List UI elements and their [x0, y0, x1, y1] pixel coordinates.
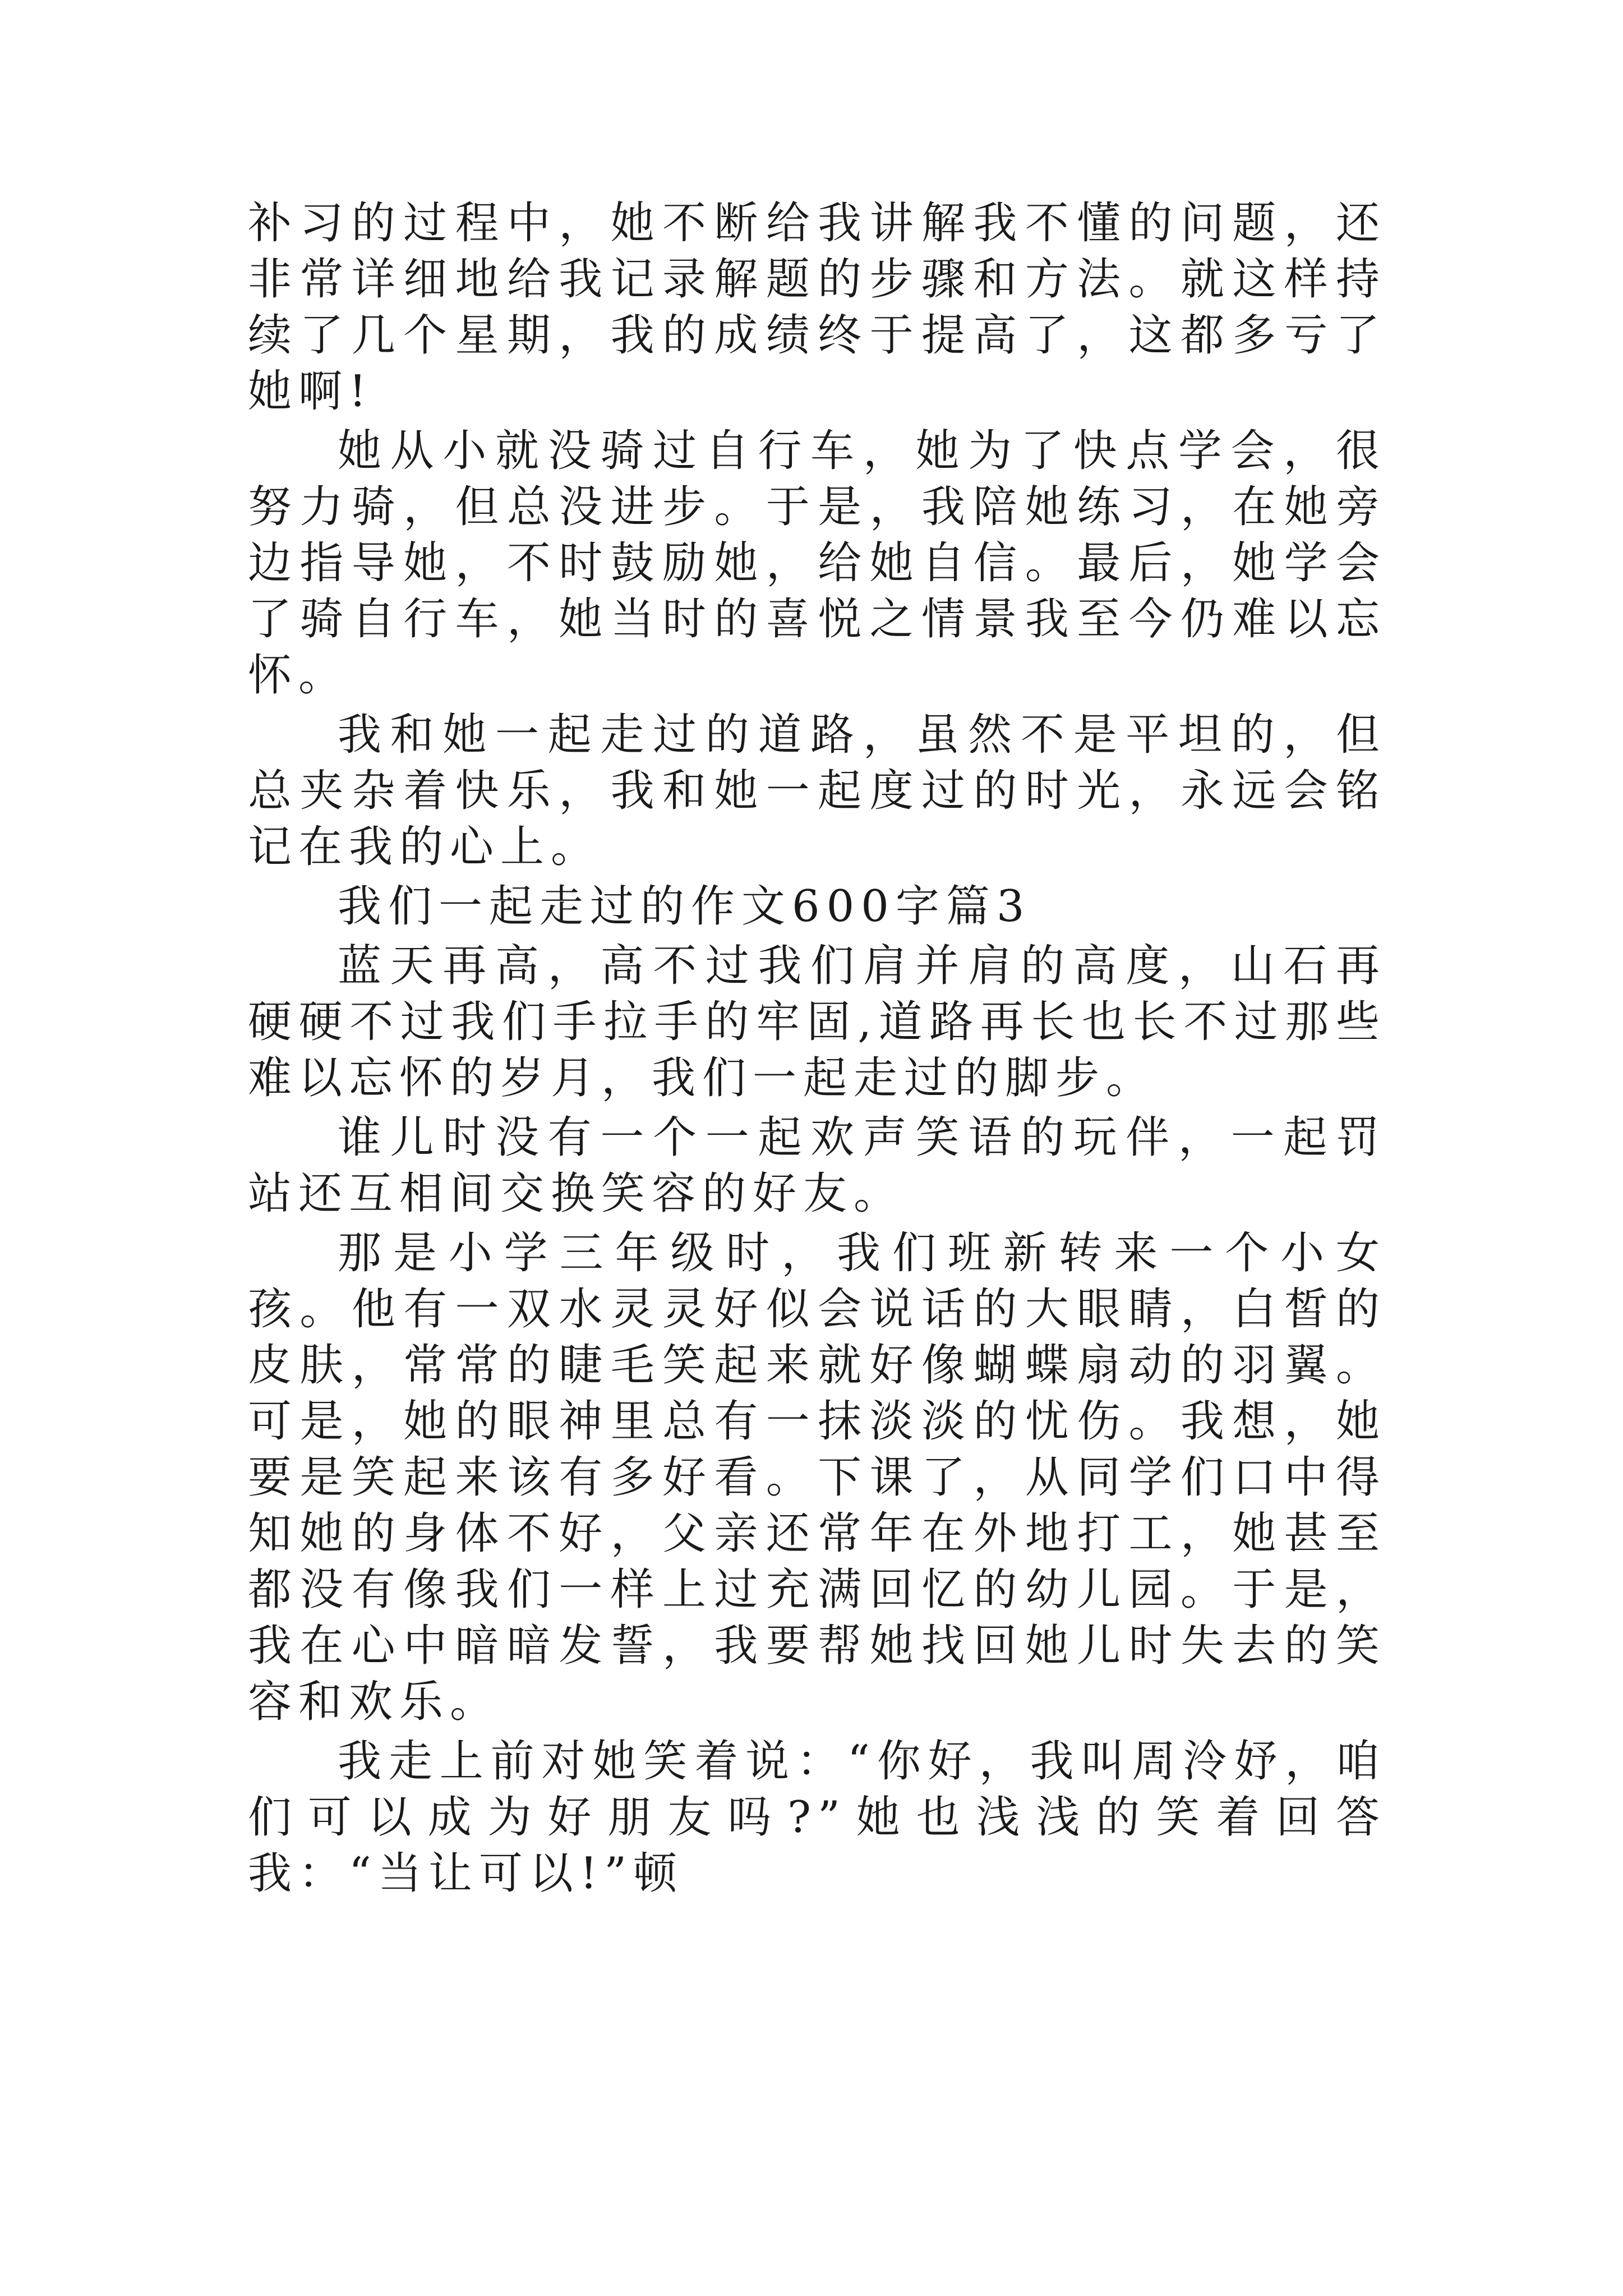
- paragraph-4: 蓝天再高，高不过我们肩并肩的高度，山石再硬硬不过我们手拉手的牢固,道路再长也长不过那些难以忘怀的岁月，我们一起走过的脚步。: [248, 941, 1386, 1103]
- paragraph-5: 谁儿时没有一个一起欢声笑语的玩伴，一起罚站还互相间交换笑容的好友。: [248, 1112, 1386, 1219]
- paragraph-6: 那是小学三年级时，我们班新转来一个小女孩。他有一双水灵灵好似会说话的大眼睛，白皙的皮肤，常常的睫毛笑起来就好像蝴蝶扇动的羽翼。可是，她的眼神里总有一抹淡淡的忧伤。我想，她要是笑起来该有多好看。下课了，从同学们口中得知她的身体不好，父亲还常年在外地打工，她甚至都没有像我们一样上过充满回忆的幼儿园。于是，我在心中暗暗发誓，我要帮她找回她儿时失去的笑容和欢乐。: [248, 1228, 1386, 1727]
- document-page: [248, 195, 1386, 1905]
- paragraph-7: 我走上前对她笑着说：“你好，我叫周泠妤，咱们可以成为好朋友吗?”她也浅浅的笑着回答我：“当让可以!”顿: [248, 1736, 1386, 1899]
- paragraph-3: 我和她一起走过的道路，虽然不是平坦的，但总夹杂着快乐，我和她一起度过的时光，永远会铭记在我的心上。: [248, 710, 1386, 872]
- section-heading: 我们一起走过的作文600字篇3: [338, 881, 1031, 932]
- paragraph-1: 补习的过程中，她不断给我讲解我不懂的问题，还非常详细地给我记录解题的步骤和方法。就这样持续了几个星期，我的成绩终于提高了，这都多亏了她啊!: [248, 198, 1386, 417]
- paragraph-2: 她从小就没骑过自行车，她为了快点学会，很努力骑，但总没进步。于是，我陪她练习，在她旁边指导她，不时鼓励她，给她自信。最后，她学会了骑自行车，她当时的喜悦之情景我至今仍难以忘怀。: [248, 426, 1386, 701]
